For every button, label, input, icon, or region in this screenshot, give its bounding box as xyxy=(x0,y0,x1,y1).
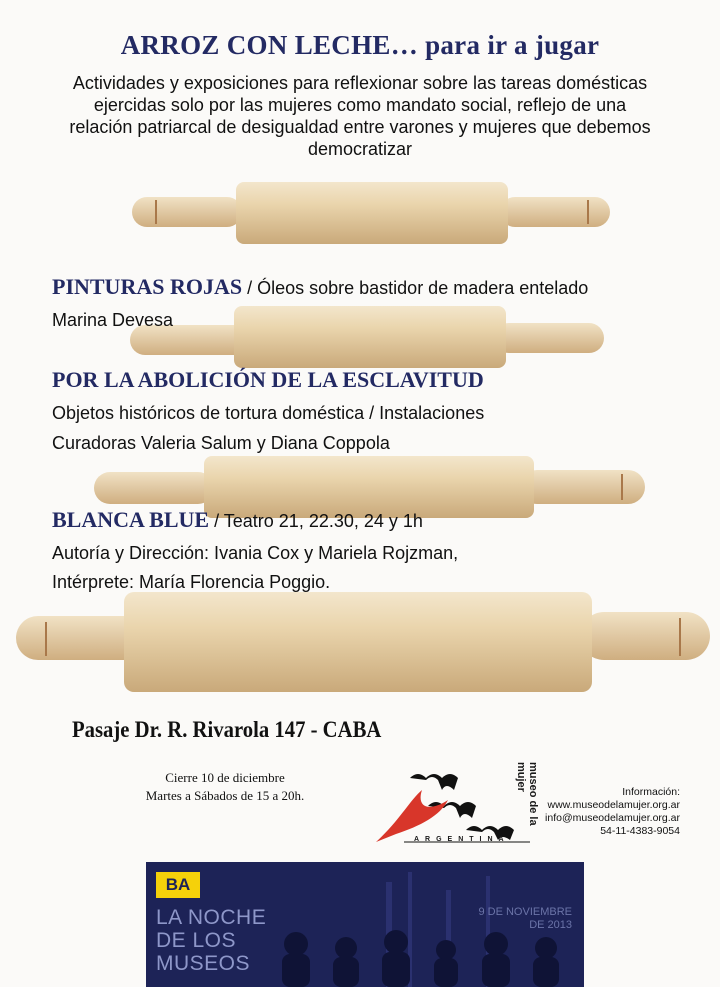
hours-line: Martes a Sábados de 15 a 20h. xyxy=(145,788,305,803)
rolling-pin-2 xyxy=(130,306,604,368)
section-title: POR LA ABOLICIÓN DE LA ESCLAVITUD xyxy=(52,367,484,392)
section-title: PINTURAS ROJAS xyxy=(52,274,243,299)
section-subtitle: / Teatro 21, 22.30, 24 y 1h xyxy=(209,511,423,531)
rolling-pin-4 xyxy=(16,592,710,692)
logo-name: museo de la mujer xyxy=(515,762,539,826)
banner-line: MUSEOS xyxy=(156,952,251,975)
section-line: Curadoras Valeria Salum y Diana Coppola xyxy=(52,433,390,453)
contact-info xyxy=(545,786,680,838)
banner-date xyxy=(478,906,572,932)
banner-line: LA NOCHE xyxy=(156,906,267,929)
hours-line: Cierre 10 de diciembre xyxy=(165,770,285,785)
section-abolicion xyxy=(52,367,484,393)
section-line: Objetos históricos de tortura doméstica / Instalaciones xyxy=(52,403,485,423)
section-subtitle: / Óleos sobre bastidor de madera entelado xyxy=(242,278,589,298)
section-line: Marina Devesa xyxy=(52,310,174,330)
section-pinturas-rojas xyxy=(52,274,588,300)
address: Pasaje Dr. R. Rivarola 147 - CABA xyxy=(72,717,382,742)
intro-text: Actividades y exposiciones para reflexionar sobre las tareas domésticas ejercidas solo por las mujeres como mandato social, reflejo de una relación patriarcal de desigualdad entre varones y mujeres que debemos democratizar xyxy=(69,73,651,159)
ba-badge: BA xyxy=(156,872,200,898)
banner-line: DE LOS xyxy=(156,929,237,952)
banner-date-line: 9 DE NOVIEMBRE xyxy=(478,906,572,918)
logo-country: ARGENTINA xyxy=(414,836,510,843)
section-blanca-blue xyxy=(52,507,423,533)
info-label: Información: xyxy=(622,786,680,798)
opening-hours xyxy=(110,769,340,805)
phone-number: 54-11-4383-9054 xyxy=(600,825,680,837)
rolling-pin-1 xyxy=(132,182,610,244)
banner-date-line: DE 2013 xyxy=(529,919,572,931)
website-link[interactable]: www.museodelamujer.org.ar xyxy=(547,799,680,811)
museo-mujer-logo xyxy=(370,760,550,850)
email-link[interactable]: info@museodelamujer.org.ar xyxy=(545,812,680,824)
section-title: BLANCA BLUE xyxy=(52,507,210,532)
banner-title xyxy=(156,906,266,975)
noche-museos-banner xyxy=(146,862,584,987)
section-line: Intérprete: María Florencia Poggio. xyxy=(52,572,331,592)
page-title: ARROZ CON LECHE… para ir a jugar xyxy=(120,30,600,60)
section-line: Autoría y Dirección: Ivania Cox y Mariela Rojzman, xyxy=(52,543,459,563)
